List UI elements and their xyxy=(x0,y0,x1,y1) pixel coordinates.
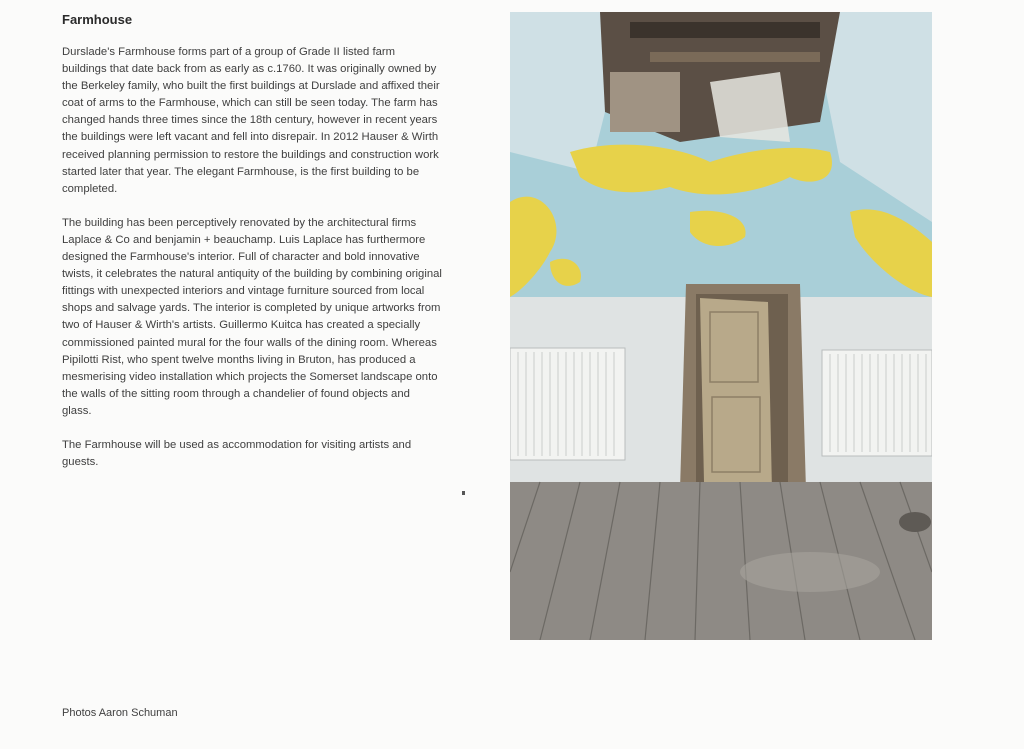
door xyxy=(700,298,772,492)
paragraph-usage: The Farmhouse will be used as accommodation for visiting artists and guests. xyxy=(62,438,412,469)
page-title: Farmhouse xyxy=(62,12,133,27)
ceiling-lath xyxy=(650,52,820,62)
article-body xyxy=(62,44,442,488)
farmhouse-interior-photo xyxy=(510,12,932,640)
broken-lath xyxy=(610,72,680,132)
plastic-sheet xyxy=(710,72,790,142)
photo-illustration xyxy=(510,12,932,640)
speck-mark xyxy=(462,491,465,495)
paragraph-renovation: The building has been perceptively renovated by the architectural firms Laplace & Co and benjamin + beauchamp. Luis Laplace has furthermore designed the Farmhouse's interior. Full of character and bold innovative twists, it celebrates the natural antiquity of the building by combining original fittings with unexpected interiors and vintage furniture sourced from local shops and salvage yards. The interior is completed by unique artworks from two of Hauser & Wirth's artists. Guillermo Kuitca has created a specially commissioned painted mural for the four walls of the dining room. Whereas Pipilotti Rist, who spent twelve months living in Bruton, has produced a mesmerising video installation which projects the Somerset landscape onto the walls of the sitting room through a chandelier of found objects and glass. xyxy=(62,216,442,417)
radiator-left xyxy=(510,348,625,460)
ceiling-beam xyxy=(630,22,820,38)
dust-patch xyxy=(740,552,880,592)
paragraph-history: Durslade's Farmhouse forms part of a group of Grade II listed farm buildings that date back from as early as c.1760. It was originally owned by the Berkeley family, who built the first buildings at Durslade and affixed their coat of arms to the Farmhouse, which can still be seen today. The farm has changed hands three times since the 18th century, however in recent years the buildings were left vacant and fell into disrepair. In 2012 Hauser & Wirth received planning permission to restore the buildings and construction work started later that year. The elegant Farmhouse, is the first building to be completed. xyxy=(62,46,440,195)
debris-pile xyxy=(899,512,931,532)
photo-credit: Photos Aaron Schuman xyxy=(62,707,178,719)
